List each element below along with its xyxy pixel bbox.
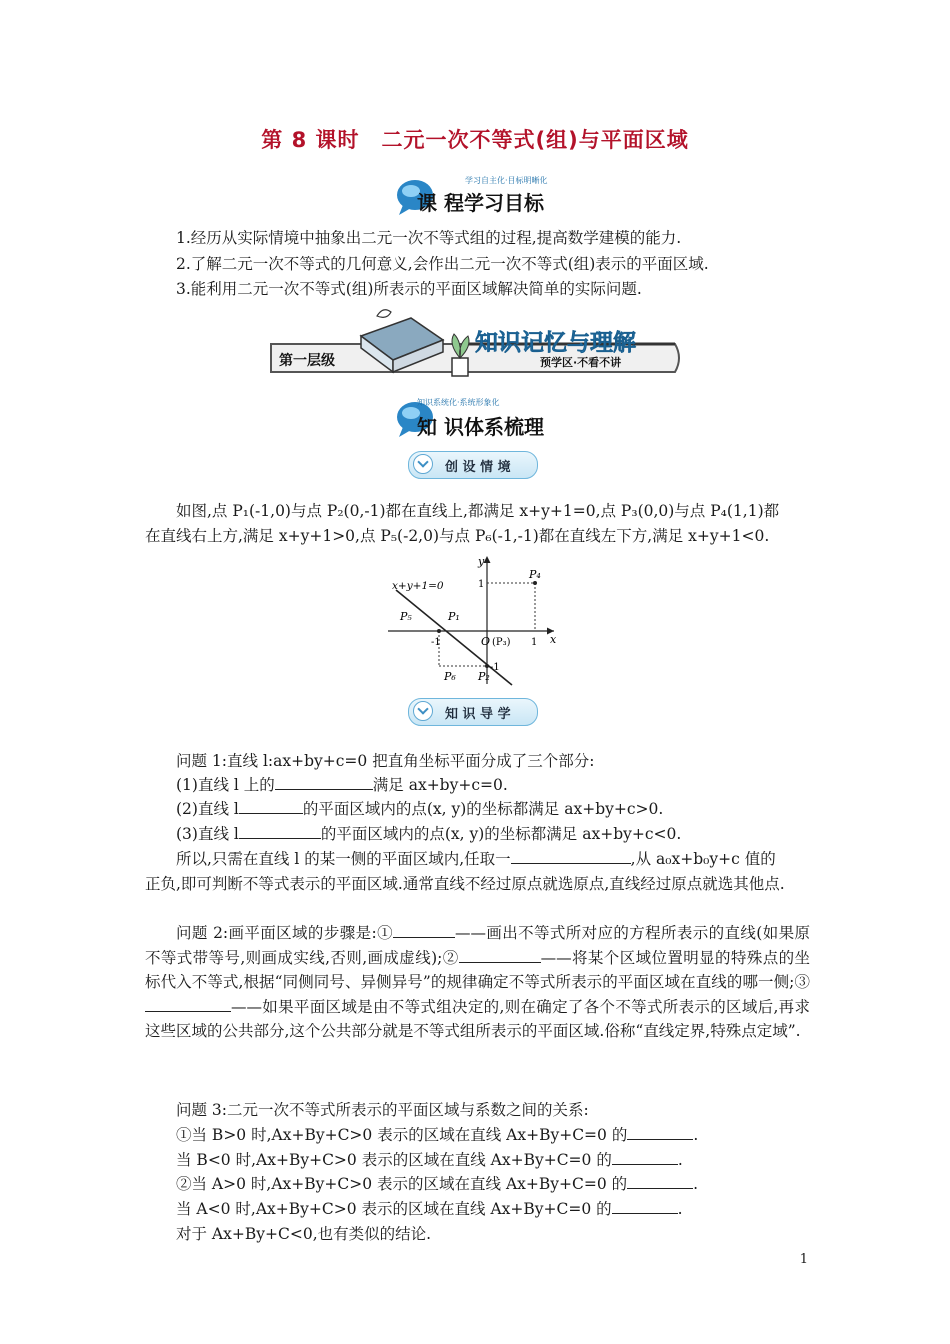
q3-row-1-text: ①当 B>0 时,Ax+By+C>0 表示的区域在直线 Ax+By+C=0 的	[176, 1126, 628, 1144]
q3-row-4	[176, 1197, 683, 1221]
label-origin-note: (P₃)	[492, 637, 511, 648]
guide-label: 知 识 导 学	[445, 707, 511, 722]
coordinate-figure	[386, 552, 576, 687]
q3-row-3	[176, 1172, 698, 1196]
answer-blank[interactable]	[511, 847, 631, 864]
goal-1: 1.经历从实际情境中抽象出二元一次不等式组的过程,提高数学建模的能力.	[176, 229, 682, 247]
chevron-down-icon	[413, 701, 433, 721]
q3-row-4-text: 当 A<0 时,Ax+By+C>0 表示的区域在直线 Ax+By+C=0 的	[176, 1200, 612, 1218]
q3-row-4-end: .	[677, 1200, 683, 1218]
label-p4: P₄	[529, 568, 541, 581]
goal-3: 3.能利用二元一次不等式(组)所表示的平面区域解决简单的实际问题.	[176, 280, 642, 298]
answer-blank[interactable]	[275, 773, 373, 790]
q1-summary-line	[176, 847, 776, 871]
page-number: 1	[799, 1252, 808, 1267]
point-p4	[533, 581, 537, 585]
answer-blank[interactable]	[239, 822, 321, 839]
goals-banner-title: 课 程学习目标	[417, 191, 544, 215]
answer-blank[interactable]	[393, 921, 455, 938]
system-banner-title: 知 识体系梳理	[417, 415, 544, 439]
tick-y-1: 1	[478, 579, 485, 590]
label-p1: P₁	[448, 610, 460, 623]
q2-part-3: ——将某个区域位置明显的特殊点的坐标代入不等式,根据“同侧同号、异侧异号”的规律确定不等式所表示的平面区域在直线的哪一侧;③	[145, 948, 810, 992]
tick-x-minus-1: -1	[431, 637, 441, 648]
page-title: 第 8 课时 二元一次不等式(组)与平面区域	[261, 128, 689, 152]
plant-icon	[440, 320, 480, 380]
q1-summary-post: ,从 a₀x+b₀y+c 值的	[630, 850, 776, 868]
answer-blank[interactable]	[459, 946, 541, 963]
q1-item-1-pre: (1)直线 l 上的	[176, 776, 275, 794]
q3-row-1-end: .	[693, 1126, 699, 1144]
goal-2: 2.了解二元一次不等式的几何意义,会作出二元一次不等式(组)表示的平面区域.	[176, 255, 709, 273]
point-p1	[437, 629, 441, 633]
q1-summary-pre: 所以,只需在直线 l 的某一侧的平面区域内,任取一	[176, 850, 511, 868]
point-p2	[485, 664, 489, 668]
answer-blank[interactable]	[612, 1197, 678, 1214]
level-banner-small: 预学区·不看不讲	[540, 356, 622, 369]
label-origin: O	[481, 635, 491, 648]
intro-line-2: 在直线右上方,满足 x+y+1>0,点 P₅(-2,0)与点 P₆(-1,-1)都在直线左下方,满足 x+y+1<0.	[145, 527, 770, 545]
q2-part-2: ——画出不等式所对应的方程所表示的直线(如果原不等式带等号,则画成实线,否则,画成虚线);②	[145, 924, 810, 967]
x-axis-label: x	[550, 633, 557, 646]
label-p5: P₅	[400, 610, 412, 623]
line-label: x+y+1=0	[392, 580, 444, 592]
scene-label-pill	[408, 451, 538, 479]
chevron-down-icon	[413, 454, 433, 474]
system-banner	[395, 397, 575, 439]
q3-row-2-end: .	[677, 1151, 683, 1169]
q3-row-2-text: 当 B<0 时,Ax+By+C>0 表示的区域在直线 Ax+By+C=0 的	[176, 1151, 612, 1169]
q1-item-3-pre: (3)直线 l	[176, 825, 239, 843]
q1-head: 问题 1:直线 l:ax+by+c=0 把直角坐标平面分成了三个部分:	[176, 752, 595, 770]
q1-item-2-post: 的平面区域内的点(x, y)的坐标都满足 ax+by+c>0.	[302, 800, 664, 818]
intro-line-1: 如图,点 P₁(-1,0)与点 P₂(0,-1)都在直线上,都满足 x+y+1=0,点 P₃(0,0)与点 P₄(1,1)都	[176, 502, 780, 520]
q1-item-1	[176, 773, 508, 797]
q3-row-2	[176, 1148, 683, 1172]
q3-tail: 对于 Ax+By+C<0,也有类似的结论.	[176, 1225, 432, 1243]
q3-row-1	[176, 1123, 698, 1147]
level-banner	[265, 300, 685, 382]
q1-item-3-post: 的平面区域内的点(x, y)的坐标都满足 ax+by+c<0.	[320, 825, 682, 843]
q1-item-2	[176, 797, 663, 821]
q2-paragraph	[145, 921, 810, 1044]
q1-item-2-pre: (2)直线 l	[176, 800, 239, 818]
label-p2: P₂	[478, 670, 490, 683]
q1-item-3	[176, 822, 681, 846]
q3-head: 问题 3:二元一次不等式所表示的平面区域与系数之间的关系:	[176, 1101, 589, 1119]
guide-label-pill	[408, 698, 538, 726]
y-axis-label: y	[478, 555, 485, 568]
answer-blank[interactable]	[627, 1172, 693, 1189]
answer-blank[interactable]	[145, 995, 231, 1012]
q2-part-1: 问题 2:画平面区域的步骤是:①	[176, 924, 393, 942]
answer-blank[interactable]	[239, 797, 303, 814]
tick-x-1: 1	[531, 637, 538, 648]
level-banner-title: 知识记忆与理解	[475, 330, 636, 356]
q2-part-4: ——如果平面区域是由不等式组决定的,则在确定了各个不等式所表示的区域后,再求这些区域的公共部分,这个公共部分就是不等式组所表示的平面区域.俗称“直线定界,特殊点定域”.	[145, 997, 810, 1041]
scene-label: 创 设 情 境	[445, 460, 511, 475]
goals-banner	[395, 175, 575, 217]
q1-summary-rest: 正负,即可判断不等式表示的平面区域.通常直线不经过原点就选原点,直线经过原点就选其他点.	[145, 875, 785, 893]
answer-blank[interactable]	[627, 1123, 693, 1140]
label-p6: P₆	[444, 670, 456, 683]
q1-item-1-post: 满足 ax+by+c=0.	[372, 776, 508, 794]
goals-banner-small: 学习自主化·目标明晰化	[465, 176, 548, 185]
q3-row-3-text: ②当 A>0 时,Ax+By+C>0 表示的区域在直线 Ax+By+C=0 的	[176, 1175, 628, 1193]
tick-y-minus-1: -1	[490, 662, 500, 673]
q3-row-3-end: .	[693, 1175, 699, 1193]
answer-blank[interactable]	[612, 1148, 678, 1165]
system-banner-small: 知识系统化·系统形象化	[417, 398, 500, 407]
level-label: 第一层级	[279, 353, 335, 369]
